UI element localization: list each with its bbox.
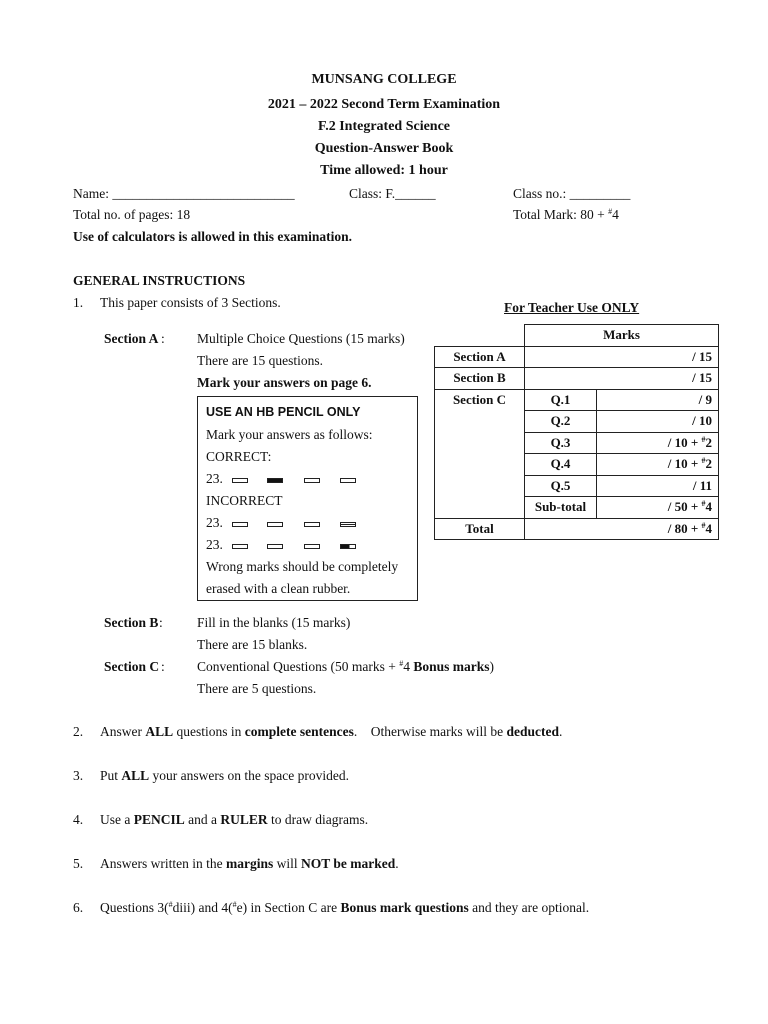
bubble-empty	[304, 478, 320, 483]
bubble-empty	[232, 522, 248, 527]
question-number: 23.	[206, 515, 223, 530]
erase-note-1: Wrong marks should be completely	[206, 559, 399, 574]
bubble-empty	[304, 544, 320, 549]
time-allowed: Time allowed: 1 hour	[320, 163, 448, 178]
erase-note-2: erased with a clean rubber.	[206, 581, 351, 596]
instruction-4: Use a PENCIL and a RULER to draw diagrams.	[100, 812, 369, 827]
q5-total: / 11	[597, 475, 719, 497]
section-b-label: Section B	[104, 615, 159, 630]
bubble-lined	[340, 522, 356, 527]
pencil-box-line: Mark your answers as follows:	[206, 427, 373, 442]
bubble-filled	[267, 478, 283, 483]
q4-total: / 10 + #2	[597, 454, 719, 476]
calculator-note: Use of calculators is allowed in this examination.	[73, 229, 352, 244]
bubble-row-correct	[206, 471, 223, 487]
section-b-count: There are 15 blanks.	[197, 637, 308, 652]
section-c-count: There are 5 questions.	[197, 681, 317, 696]
section-a-total: / 15	[525, 346, 719, 368]
subject-title: F.2 Integrated Science	[317, 119, 451, 134]
section-c-desc: Conventional Questions (50 marks + #4 Bonus marks)	[197, 659, 494, 674]
section-a-colon: :	[161, 331, 165, 346]
correct-label: CORRECT:	[206, 449, 272, 464]
name-field: Name: ___________________________	[73, 186, 295, 201]
instruction-2: Answer ALL questions in complete sentences. Otherwise marks will be deducted.	[100, 724, 563, 739]
section-a-desc: Multiple Choice Questions (15 marks)	[197, 331, 405, 346]
q3-label: Q.3	[525, 432, 597, 454]
section-a-label: Section A	[104, 331, 159, 346]
bubble-row-incorrect-1	[206, 515, 223, 531]
school-name: MUNSANG COLLEGE	[311, 72, 457, 87]
q2-label: Q.2	[525, 411, 597, 433]
incorrect-label: INCORRECT	[206, 493, 283, 508]
q4-label: Q.4	[525, 454, 597, 476]
item-number: 3.	[73, 768, 84, 783]
class-no-field: Class no.: _________	[513, 186, 631, 201]
exam-title: 2021 – 2022 Second Term Examination	[267, 97, 501, 112]
q1-label: Q.1	[525, 389, 597, 411]
q3-total: / 10 + #2	[597, 432, 719, 454]
section-c-row-label: Section C	[435, 389, 525, 518]
section-b-desc: Fill in the blanks (15 marks)	[197, 615, 351, 630]
bubble-empty	[340, 478, 356, 483]
instructions-heading: GENERAL INSTRUCTIONS	[73, 273, 246, 288]
item-number: 4.	[73, 812, 84, 827]
marks-header: Marks	[525, 325, 719, 347]
book-title: Question-Answer Book	[314, 141, 454, 156]
bubble-empty	[267, 522, 283, 527]
total-label: Total	[435, 518, 525, 540]
q2-total: / 10	[597, 411, 719, 433]
q1-total: / 9	[597, 389, 719, 411]
bubble-empty	[232, 544, 248, 549]
teacher-use-title: For Teacher Use ONLY	[504, 300, 640, 315]
class-field: Class: F.______	[349, 186, 436, 201]
pencil-box-title: USE AN HB PENCIL ONLY	[206, 405, 361, 419]
question-number: 23.	[206, 537, 223, 552]
subtotal-total: / 50 + #4	[597, 497, 719, 519]
bubble-empty	[267, 544, 283, 549]
instruction-3: Put ALL your answers on the space provided.	[100, 768, 349, 783]
marks-table	[434, 324, 719, 540]
item-number: 5.	[73, 856, 84, 871]
blank-cell	[435, 325, 525, 347]
total-pages: Total no. of pages: 18	[73, 207, 191, 222]
pencil-instruction-box	[197, 396, 418, 601]
item-number: 6.	[73, 900, 84, 915]
section-b-colon: :	[159, 615, 163, 630]
section-a-mark-note: Mark your answers on page 6.	[197, 375, 372, 390]
section-a-row-label: Section A	[435, 346, 525, 368]
instruction-1: This paper consists of 3 Sections.	[100, 295, 281, 310]
section-c-label: Section C	[104, 659, 160, 674]
section-b-total: / 15	[525, 368, 719, 390]
instruction-5: Answers written in the margins will NOT be marked.	[100, 856, 399, 871]
bubble-empty	[232, 478, 248, 483]
section-a-count: There are 15 questions.	[197, 353, 323, 368]
question-number: 23.	[206, 471, 223, 486]
item-number: 2.	[73, 724, 84, 739]
total-mark: Total Mark: 80 + #4	[513, 207, 619, 222]
q5-label: Q.5	[525, 475, 597, 497]
bubble-row-incorrect-2	[206, 537, 223, 553]
grand-total: / 80 + #4	[525, 518, 719, 540]
subtotal-label: Sub-total	[525, 497, 597, 519]
bubble-empty	[304, 522, 320, 527]
section-b-row-label: Section B	[435, 368, 525, 390]
bubble-half-filled	[340, 544, 356, 549]
instruction-6: Questions 3(#diii) and 4(#e) in Section C are Bonus mark questions and they are optional.	[100, 900, 590, 915]
item-number: 1.	[73, 295, 84, 310]
section-c-colon: :	[161, 659, 165, 674]
